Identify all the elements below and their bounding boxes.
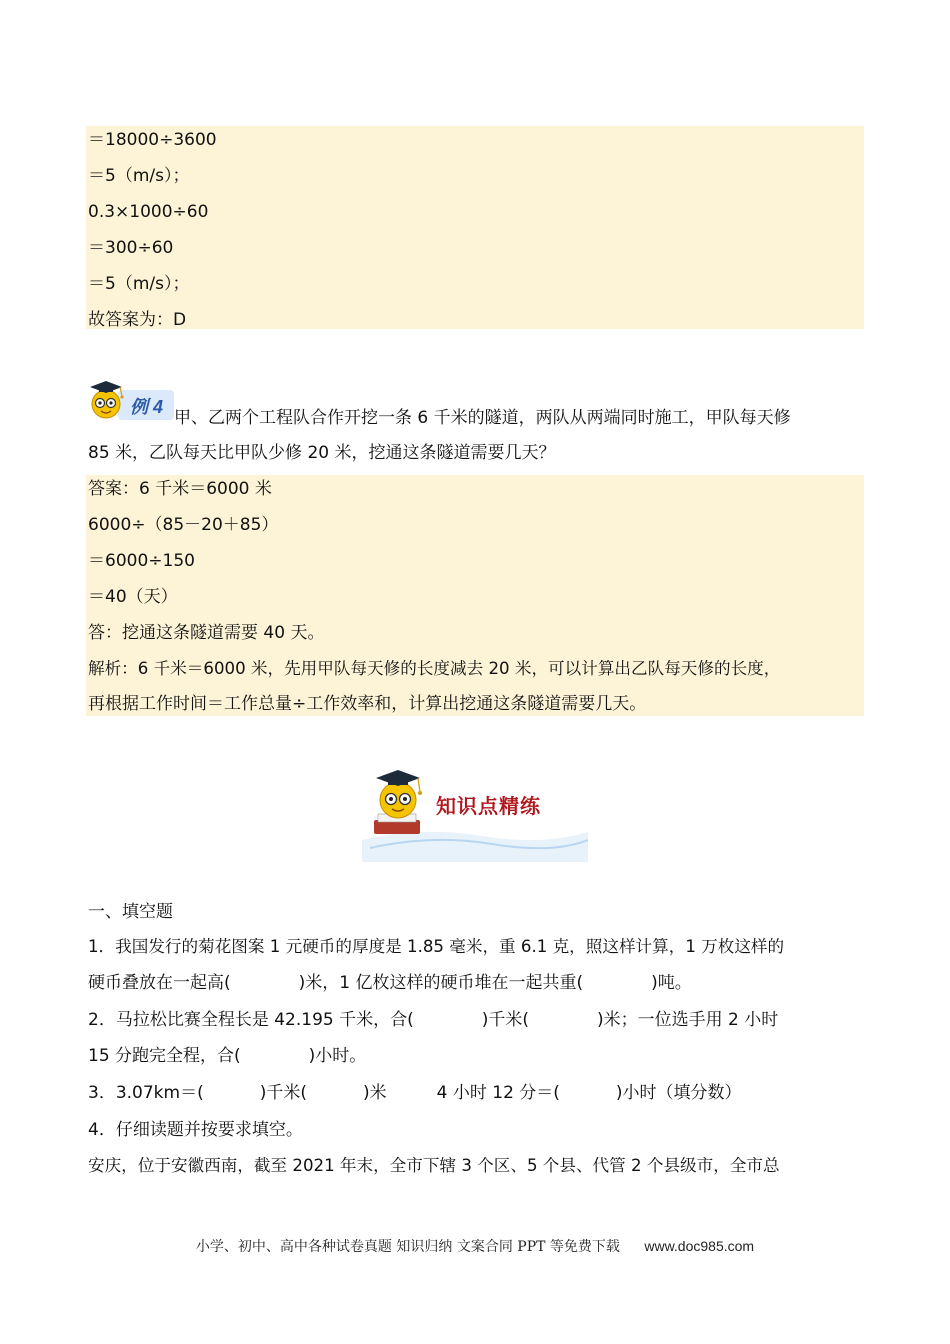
- question-3-part: )千米(: [259, 1083, 307, 1103]
- example-badge-label: 例 4: [130, 397, 164, 417]
- question-2-part: )千米(: [481, 1010, 530, 1030]
- example4-question-line1: 甲、乙两个工程队合作开挖一条 6 千米的隧道，两队从两端同时施工，甲队每天修: [174, 408, 791, 428]
- question-2-part: )小时。: [308, 1046, 367, 1066]
- example4-answer-line: 6000÷（85－20＋85）: [88, 515, 279, 535]
- example4-answer-line: ＝40（天）: [88, 587, 178, 607]
- example4-answer-line: 再根据工作时间＝工作总量÷工作效率和，计算出挖通这条隧道需要几天。: [88, 694, 647, 714]
- question-3-part: )小时（填分数）: [615, 1083, 742, 1103]
- question-2-part: )米；一位选手用 2 小时: [597, 1010, 779, 1030]
- question-1-part: )吨。: [651, 973, 692, 993]
- question-3-line: [88, 1081, 868, 1105]
- top-answer-line: ＝5（m/s）；: [88, 166, 190, 186]
- top-answer-line: ＝18000÷3600: [88, 130, 217, 150]
- footer-text: 小学、初中、高中各种试卷真题 知识归纳 文案合同 PPT 等免费下载: [195, 1239, 620, 1255]
- question-2-part: 15 分跑完全程，合(: [88, 1046, 241, 1066]
- top-answer-line: ＝300÷60: [88, 238, 174, 258]
- page-footer: [0, 1236, 950, 1256]
- top-answer-line: 0.3×1000÷60: [88, 202, 209, 222]
- example4-answer-line: 解析：6 千米＝6000 米，先用甲队每天修的长度减去 20 米，可以计算出乙队每天修的长度，: [88, 659, 781, 678]
- footer-url-link[interactable]: www.doc985.com: [644, 1238, 755, 1254]
- question-1-part: 硬币叠放在一起高(: [88, 973, 231, 993]
- top-answer-line: 故答案为：D: [88, 310, 187, 330]
- question-2-part: 2．马拉松比赛全程长是 42.195 千米，合(: [88, 1010, 414, 1030]
- question-3-part: 3．3.07km＝(: [88, 1083, 204, 1103]
- top-answer-highlight: [86, 126, 864, 329]
- question-4-text: 安庆，位于安徽西南，截至 2021 年末，全市下辖 3 个区、5 个县、代管 2 个县级市，全市总: [88, 1156, 780, 1175]
- knowledge-banner-label: 知识点精练: [436, 794, 541, 818]
- question-1-line1: 1．我国发行的菊花图案 1 元硬币的厚度是 1.85 毫米，重 6.1 克，照这样计算，1 万枚这样的: [88, 937, 785, 956]
- knowledge-banner: [362, 762, 588, 862]
- question-1-part: )米，1 亿枚这样的硬币堆在一起共重(: [298, 973, 584, 993]
- question-1-line2: [88, 971, 868, 995]
- question-2-line2: [88, 1044, 868, 1068]
- question-4-line: 4．仔细读题并按要求填空。: [88, 1120, 303, 1140]
- example-badge: [88, 376, 174, 422]
- section-title: 一、填空题: [88, 902, 173, 922]
- question-3-part: )米: [362, 1083, 387, 1103]
- example4-question-line2: 85 米，乙队每天比甲队少修 20 米，挖通这条隧道需要几天？: [88, 443, 556, 463]
- example4-answer-line: 答案：6 千米＝6000 米: [88, 479, 272, 499]
- top-answer-line: ＝5（m/s）；: [88, 274, 190, 294]
- question-2-line1: [88, 1008, 868, 1032]
- question-3-part: 4 小时 12 分＝(: [436, 1083, 560, 1103]
- example4-answer-line: ＝6000÷150: [88, 551, 195, 571]
- example4-answer-line: 答：挖通这条隧道需要 40 天。: [88, 623, 325, 643]
